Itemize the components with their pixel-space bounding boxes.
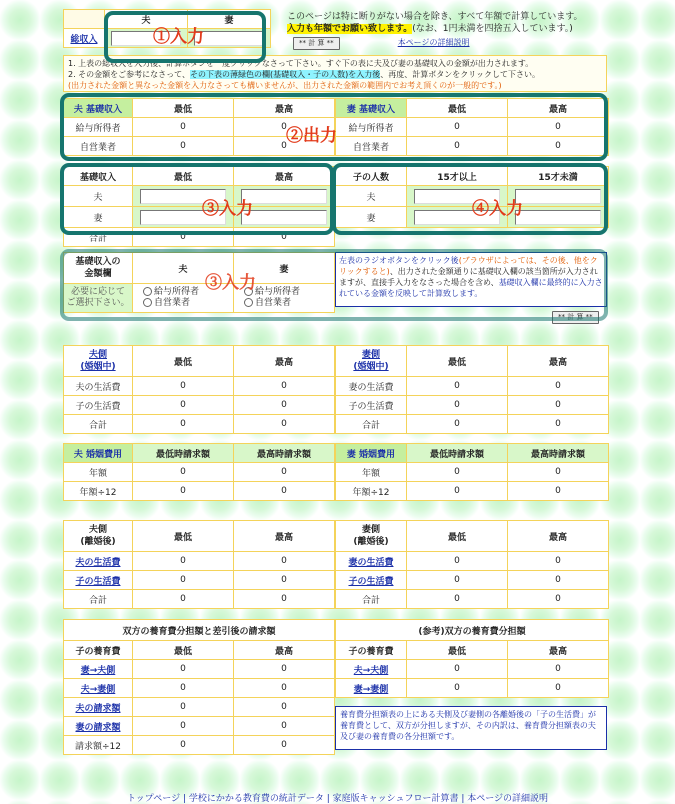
row-label: 自営業者 (64, 137, 132, 155)
select-note-2: ご選択下さい。 (66, 298, 130, 308)
min-header: 最低 (133, 99, 233, 117)
value-cell: 0 (508, 463, 608, 481)
over15-header: 15才以上 (407, 167, 507, 185)
title-line: (離婚後) (80, 537, 116, 547)
value-cell: 0 (508, 590, 608, 608)
max-header: 最高 (508, 346, 608, 376)
value-cell: 0 (407, 463, 507, 481)
husband-basic-title[interactable]: 夫 基礎収入 (64, 99, 132, 117)
row-label: 給与所得者 (64, 118, 132, 136)
intro-line2: 入力も年額でお願い致します。 (287, 24, 413, 34)
under15-header: 15才未満 (508, 167, 608, 185)
min-header: 最低 (407, 521, 507, 551)
value-cell: 0 (508, 482, 608, 500)
value-cell: 0 (133, 482, 233, 500)
intro-box (287, 11, 607, 50)
max-header: 最高時請求額 (508, 444, 608, 462)
value-cell: 0 (133, 698, 233, 716)
value-cell: 0 (508, 415, 608, 433)
min-header: 最低 (133, 521, 233, 551)
value-cell: 0 (234, 660, 334, 678)
value-cell: 0 (407, 482, 507, 500)
row-label-link[interactable]: 夫の生活費 (64, 552, 132, 570)
husband-divorce-table (63, 520, 335, 609)
instruction-1: 1. 上表の総収入を入力後、計算ボタンを一度クリックなさって下さい。すぐ下の表に夫及び妻の基礎収入の金額が出力されます。 (68, 59, 534, 68)
intro-line2b: (なお、1円未満を四捨五入しています。) (412, 24, 573, 34)
row-label: 夫の生活費 (64, 377, 132, 395)
select-title-1: 基礎収入の (75, 257, 121, 267)
value-cell: 0 (407, 660, 507, 678)
row-label: 給与所得者 (336, 118, 406, 136)
min-header: 最低 (407, 641, 507, 659)
row-label: 自営業者 (336, 137, 406, 155)
value-cell: 0 (234, 679, 334, 697)
value-cell: 0 (407, 377, 507, 395)
husband-living-title[interactable] (64, 346, 132, 376)
wife-label: 妻 (64, 207, 132, 227)
row-label: 合計 (336, 415, 406, 433)
min-header: 最低 (133, 167, 233, 185)
annotation-label-4: ④入力 (472, 199, 523, 219)
radio-note-4: 基礎収入欄に最終的に入力されている金額を反映して計算致します。 (339, 278, 603, 298)
title-line: (離婚後) (353, 537, 389, 547)
col-label: 子の養育費 (64, 641, 132, 659)
total-label: 合計 (64, 228, 132, 246)
value-cell: 0 (407, 679, 507, 697)
value-cell: 0 (133, 137, 233, 155)
row-label: 合計 (336, 590, 406, 608)
max-header: 最高 (234, 521, 334, 551)
row-label-link[interactable]: 子の生活費 (336, 571, 406, 589)
total-income-label[interactable]: 総収入 (64, 29, 104, 47)
value-cell: 0 (234, 377, 334, 395)
instruction-2b: その下表の薄緑色の欄(基礎収入・子の人数)を入力後 (190, 70, 381, 79)
value-cell: 0 (133, 377, 233, 395)
value-cell: 0 (133, 679, 233, 697)
annotation-box-3 (60, 163, 334, 235)
value-cell: 0 (508, 571, 608, 589)
husband-header: 夫 (133, 253, 233, 283)
max-header: 最高 (234, 346, 334, 376)
value-cell: 0 (407, 590, 507, 608)
instruction-2 (68, 69, 602, 80)
instruction-2a: 2. その金額をご参考になさって、 (68, 70, 191, 79)
value-cell: 0 (508, 552, 608, 570)
value-cell: 0 (133, 552, 233, 570)
min-header: 最低 (407, 346, 507, 376)
radio-label: 給与所得者 (154, 287, 200, 297)
wife-divorce-table (335, 520, 609, 609)
support-note: 養育費分担額表の上にある夫側及び妻側の各離婚後の「子の生活費」が養育費として、双方が分担しますが、その内訳は、養育費分担額表の夫及び妻の養育費の各分担額です。 (340, 710, 596, 741)
row-label: 請求額÷12 (64, 736, 132, 754)
husband-label: 夫 (336, 186, 406, 206)
annotation-box-4 (332, 163, 608, 235)
value-cell: 0 (508, 118, 608, 136)
value-cell: 0 (234, 717, 334, 735)
value-cell: 0 (508, 660, 608, 678)
title-line: 妻側 (361, 525, 380, 535)
min-header: 最低時請求額 (133, 444, 233, 462)
col-label: 子の養育費 (336, 641, 406, 659)
annotation-label-5: ③入力 (205, 273, 256, 293)
row-label: 合計 (64, 415, 132, 433)
title-line: 妻側 (361, 350, 380, 360)
value-cell: 0 (234, 571, 334, 589)
husband-divorce-title (64, 521, 132, 551)
value-cell: 0 (234, 228, 334, 246)
instruction-2c: 、再度、計算ボタンをクリックして下さい。 (380, 70, 540, 79)
row-label-link[interactable]: 夫→夫側 (336, 660, 406, 678)
max-header: 最高 (234, 99, 334, 117)
max-header: 最高 (234, 641, 334, 659)
select-note-1: 必要に応じて (70, 287, 125, 297)
value-cell: 0 (234, 552, 334, 570)
value-cell: 0 (234, 463, 334, 481)
value-cell: 0 (234, 137, 334, 155)
support-reference-table (335, 619, 609, 698)
row-label-link[interactable]: 妻の請求額 (64, 717, 132, 735)
value-cell: 0 (234, 698, 334, 716)
wife-living-table (335, 345, 609, 434)
intro-line2-wrap (287, 23, 607, 35)
value-cell: 0 (407, 118, 507, 136)
wife-divorce-title (336, 521, 406, 551)
row-label-link[interactable]: 子の生活費 (64, 571, 132, 589)
intro-line1: このページは特に断りがない場合を除き、すべて年額で計算しています。 (287, 12, 583, 22)
husband-marriage-cost-table (63, 443, 335, 501)
select-title-2: 金額欄 (84, 269, 112, 279)
husband-label: 夫 (64, 186, 132, 206)
row-label-link[interactable]: 妻→夫側 (64, 660, 132, 678)
row-label-link[interactable]: 妻→妻側 (336, 679, 406, 697)
value-cell: 0 (133, 463, 233, 481)
value-cell: 0 (407, 552, 507, 570)
value-cell: 0 (133, 660, 233, 678)
radio-label: 自営業者 (255, 298, 292, 308)
radio-note-3: 、出力された金額通りに基礎収入欄の該当箇所が入力されますが、直接手入力をなさった場合を含め、 (339, 267, 598, 287)
wife-marriage-cost-table (335, 443, 609, 501)
radio-label: 自営業者 (154, 298, 191, 308)
value-cell: 0 (133, 396, 233, 414)
value-cell: 0 (508, 377, 608, 395)
row-label-link[interactable]: 夫→妻側 (64, 679, 132, 697)
value-cell: 0 (407, 396, 507, 414)
max-header: 最高 (508, 521, 608, 551)
min-header: 最低 (133, 641, 233, 659)
wife-basic-title[interactable]: 妻 基礎収入 (336, 99, 406, 117)
annotation-label-1: ①入力 (153, 27, 204, 47)
value-cell: 0 (234, 482, 334, 500)
value-cell: 0 (407, 571, 507, 589)
support-claim-table (63, 619, 335, 755)
support-note-box (335, 706, 607, 750)
col-wife: 妻 (188, 10, 270, 28)
row-label: 年額 (336, 463, 406, 481)
value-cell: 0 (508, 679, 608, 697)
col-husband: 夫 (105, 10, 187, 28)
value-cell: 0 (234, 415, 334, 433)
annotation-box-5 (60, 249, 608, 321)
value-cell: 0 (234, 118, 334, 136)
value-cell: 0 (133, 571, 233, 589)
title-line: (婚姻中) (353, 362, 389, 372)
radio-note-2: (ブラウザによっては、その後、他をクリックすると) (339, 256, 598, 276)
basic-input-title: 基礎収入 (64, 167, 132, 185)
wife-header: 妻 (234, 253, 334, 283)
value-cell: 0 (133, 228, 233, 246)
intro-actions (287, 37, 607, 50)
wife-marriage-title[interactable]: 妻 婚姻費用 (336, 444, 406, 462)
annotation-label-3: ③入力 (202, 199, 253, 219)
support-claim-title: 双方の養育費分担額と差引後の請求額 (64, 620, 334, 640)
value-cell: 0 (508, 137, 608, 155)
instruction-3: (出力された金額と異なった金額を入力なさっても構いませんが、出力された金額の範囲内でお考え頂くのが一般的です。) (68, 81, 502, 90)
value-cell: 0 (133, 590, 233, 608)
annotation-label-2: ②出力 (286, 126, 337, 146)
value-cell: 0 (508, 396, 608, 414)
title-line: 夫側 (88, 350, 107, 360)
header-spacer (64, 10, 104, 28)
title-line: 夫側 (88, 525, 107, 535)
row-label: 年額÷12 (64, 482, 132, 500)
row-label: 年額 (64, 463, 132, 481)
calc-button-middle[interactable]: ** 計 算 ** (552, 311, 599, 324)
value-cell: 0 (234, 590, 334, 608)
min-header: 最低時請求額 (407, 444, 507, 462)
value-cell: 0 (407, 415, 507, 433)
footer-links[interactable]: トップページ | 学校にかかる教育費の統計データ | 家庭版キャッシュフロー計算書 | 本ページの詳細説明 (126, 794, 549, 804)
value-cell: 0 (234, 736, 334, 754)
min-header: 最低 (133, 346, 233, 376)
husband-marriage-title[interactable]: 夫 婚姻費用 (64, 444, 132, 462)
row-label: 年額÷12 (336, 482, 406, 500)
radio-label: 給与所得者 (255, 287, 301, 297)
value-cell: 0 (407, 137, 507, 155)
row-label: 合計 (64, 590, 132, 608)
value-cell: 0 (133, 118, 233, 136)
children-title: 子の人数 (336, 167, 406, 185)
value-cell: 0 (133, 717, 233, 735)
husband-living-table (63, 345, 335, 434)
max-header: 最高 (508, 641, 608, 659)
wife-living-title[interactable] (336, 346, 406, 376)
wife-label: 妻 (336, 207, 406, 227)
max-header: 最高時請求額 (234, 444, 334, 462)
detail-link[interactable]: 本ページの詳細説明 (397, 38, 470, 47)
calc-button-top[interactable]: ** 計 算 ** (293, 37, 340, 50)
row-label: 子の生活費 (64, 396, 132, 414)
value-cell: 0 (133, 736, 233, 754)
support-ref-title: (参考)双方の養育費分担額 (336, 620, 608, 640)
row-label-link[interactable]: 妻の生活費 (336, 552, 406, 570)
value-cell: 0 (234, 396, 334, 414)
row-label-link[interactable]: 夫の請求額 (64, 698, 132, 716)
radio-note-1: 左表のラジオボタンをクリック後 (339, 256, 459, 265)
title-line: (婚姻中) (80, 362, 116, 372)
max-header: 最高 (234, 167, 334, 185)
max-header: 最高 (508, 99, 608, 117)
min-header: 最低 (407, 99, 507, 117)
value-cell: 0 (133, 415, 233, 433)
row-label: 子の生活費 (336, 396, 406, 414)
row-label: 妻の生活費 (336, 377, 406, 395)
